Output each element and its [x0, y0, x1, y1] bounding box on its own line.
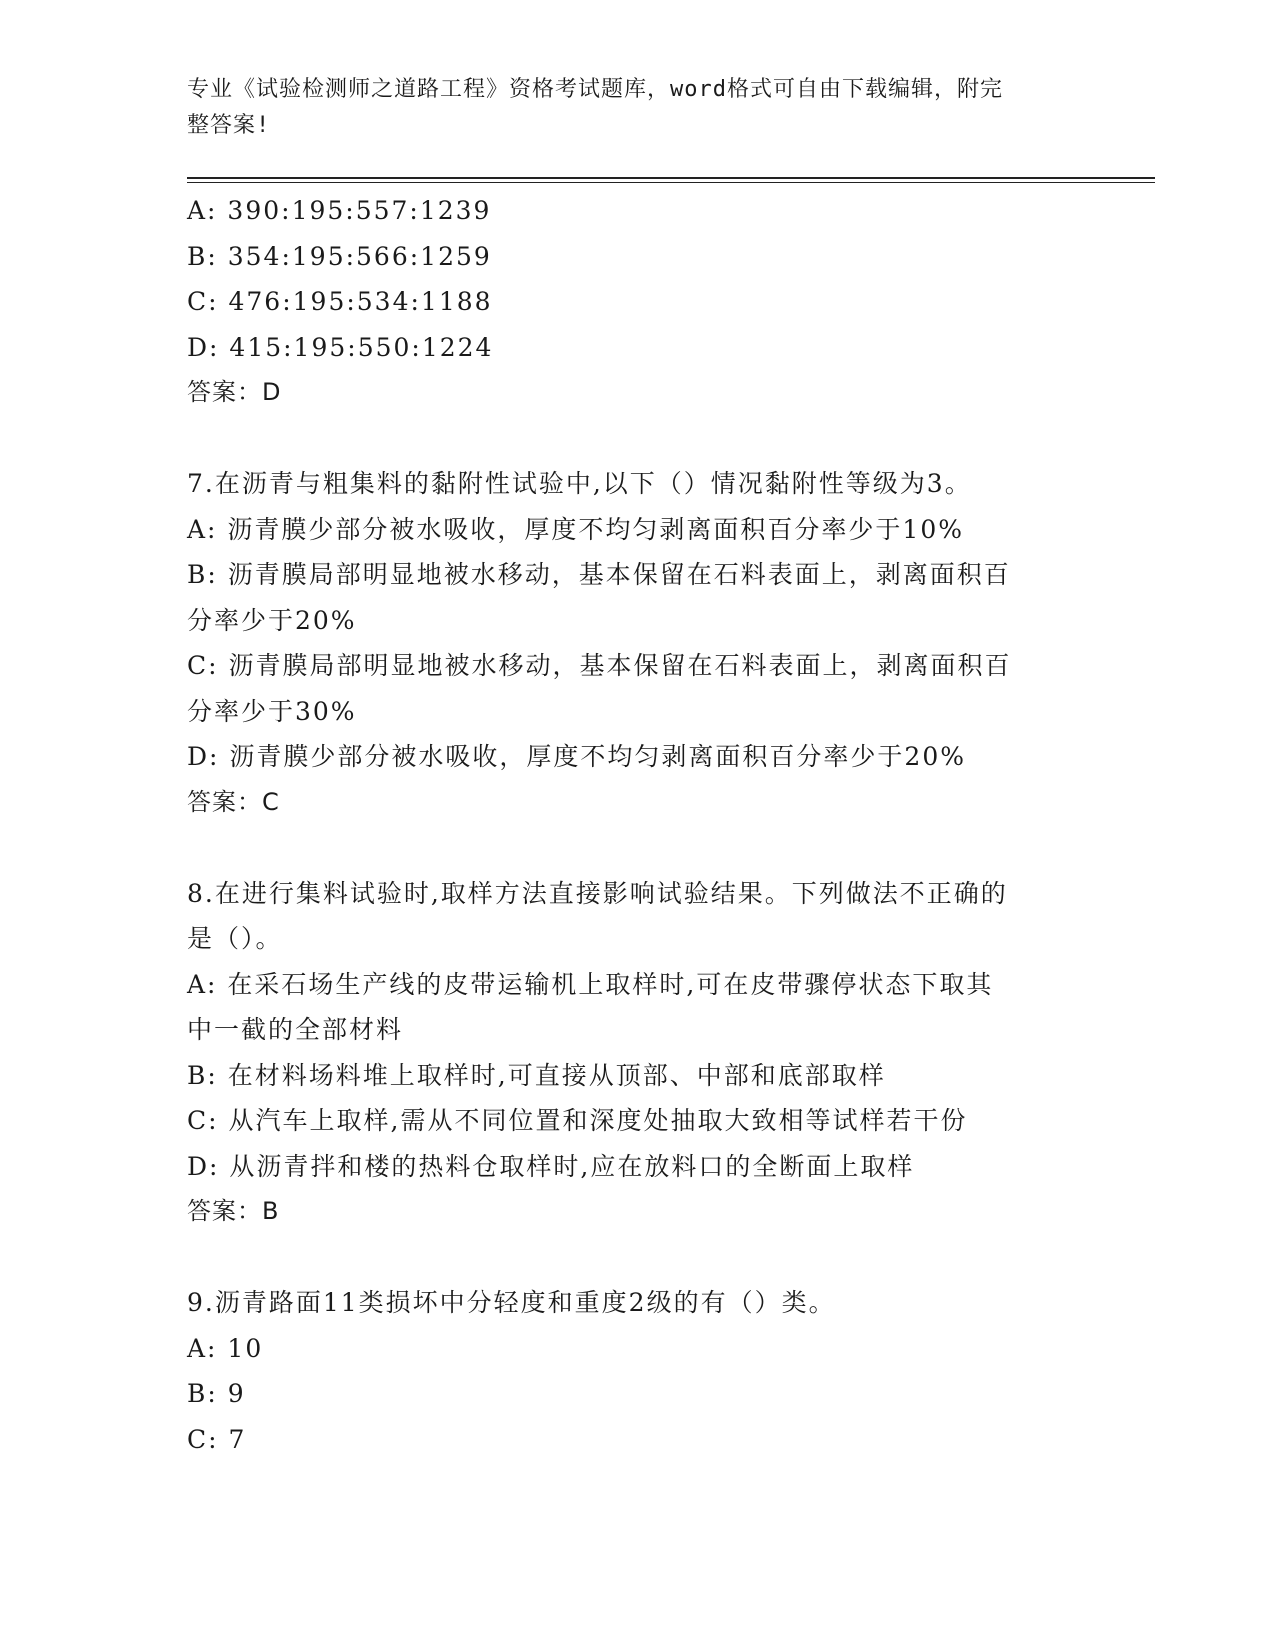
- q9-option-b: B: 9: [187, 1379, 246, 1408]
- q8-answer: 答案：B: [187, 1197, 280, 1225]
- header-line-1: 专业《试验检测师之道路工程》资格考试题库，word格式可自由下载编辑，附完: [187, 77, 1003, 102]
- q6-option-c: C: 476:195:534:1188: [187, 287, 493, 316]
- q7-option-c-line-2: 分率少于30%: [187, 696, 357, 726]
- q7-option-b-line-2: 分率少于20%: [187, 605, 357, 635]
- q6-option-d: D: 415:195:550:1224: [187, 332, 494, 362]
- question-6: [187, 188, 1077, 416]
- question-7: [187, 461, 1077, 825]
- question-list: [187, 188, 1077, 1462]
- q6-answer: 答案：D: [187, 378, 282, 406]
- q8-stem-line-2: 是（）。: [187, 924, 283, 953]
- header-line-2: 整答案!: [187, 113, 271, 138]
- question-9: [187, 1280, 1077, 1462]
- q8-option-c: C: 从汽车上取样,需从不同位置和深度处抽取大致相等试样若干份: [187, 1106, 968, 1135]
- header-divider-thick: [187, 177, 1155, 179]
- q7-option-a: A: 沥青膜少部分被水吸收，厚度不均匀剥离面积百分率少于10%: [187, 514, 964, 544]
- q6-option-b: B: 354:195:566:1259: [187, 241, 492, 271]
- q8-option-a-line-2: 中一截的全部材料: [187, 1015, 404, 1044]
- q8-option-b: B: 在材料场料堆上取样时,可直接从顶部、中部和底部取样: [187, 1060, 886, 1090]
- question-spacer: [187, 825, 1077, 871]
- question-8: [187, 871, 1077, 1235]
- q6-option-a: A: 390:195:557:1239: [187, 196, 492, 225]
- q7-option-d: D: 沥青膜少部分被水吸收，厚度不均匀剥离面积百分率少于20%: [187, 742, 966, 771]
- q7-option-b-line-1: B: 沥青膜局部明显地被水移动，基本保留在石料表面上，剥离面积百: [187, 560, 1011, 589]
- q9-stem: 9.沥青路面11类损坏中分轻度和重度2级的有（）类。: [187, 1288, 836, 1317]
- document-header: [187, 72, 1077, 144]
- q7-answer: 答案：C: [187, 787, 280, 816]
- q9-option-c: C: 7: [187, 1424, 247, 1454]
- question-spacer: [187, 1235, 1077, 1281]
- header-divider-thin: [187, 182, 1155, 183]
- q7-stem: 7.在沥青与粗集料的黏附性试验中,以下（）情况黏附性等级为3。: [187, 469, 972, 498]
- question-spacer: [187, 416, 1077, 462]
- q8-option-d: D: 从沥青拌和楼的热料仓取样时,应在放料口的全断面上取样: [187, 1151, 915, 1181]
- q8-option-a-line-1: A: 在采石场生产线的皮带运输机上取样时,可在皮带骤停状态下取其: [187, 969, 994, 999]
- q7-option-c-line-1: C: 沥青膜局部明显地被水移动，基本保留在石料表面上，剥离面积百: [187, 651, 1012, 680]
- q9-option-a: A: 10: [187, 1333, 264, 1363]
- q8-stem-line-1: 8.在进行集料试验时,取样方法直接影响试验结果。下列做法不正确的: [187, 878, 1008, 908]
